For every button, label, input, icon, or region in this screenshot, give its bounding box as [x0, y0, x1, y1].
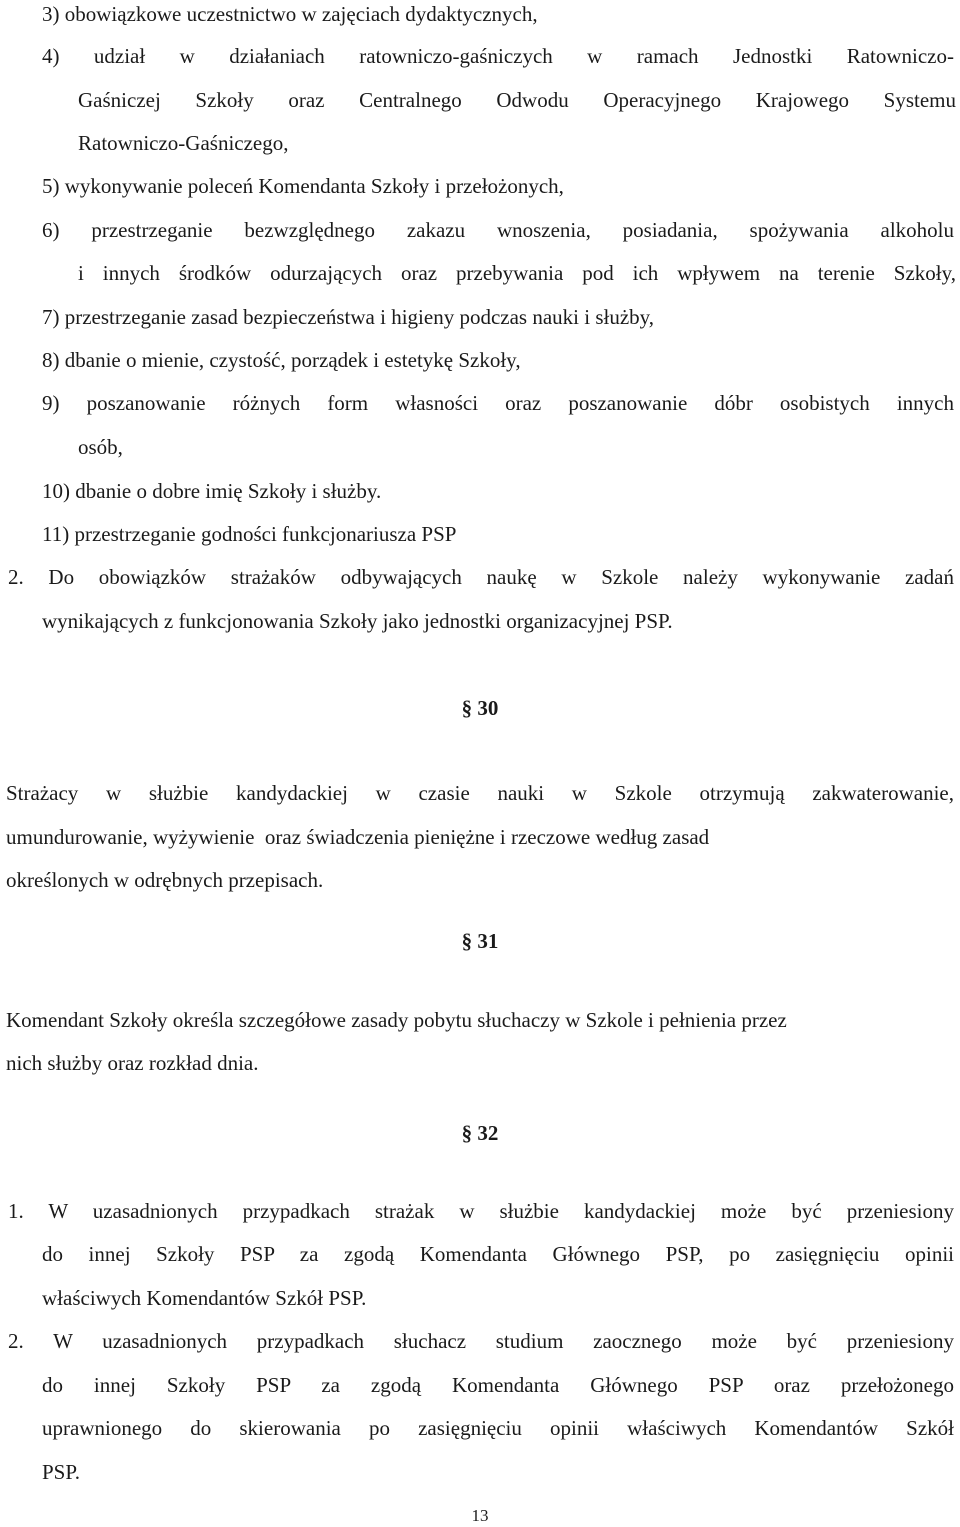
list-item-3: 3) obowiązkowe uczestnictwo w zajęciach dydaktycznych,: [42, 2, 538, 26]
list-item-8: 8) dbanie o mienie, czystość, porządek i estetykę Szkoły,: [42, 348, 521, 372]
section-32-point-1-line-3: właściwych Komendantów Szkół PSP.: [42, 1286, 367, 1310]
section-32-point-1-line-1: 1. W uzasadnionych przypadkach strażak w służbie kandydackiej może być przeniesiony: [8, 1199, 954, 1223]
section-32-point-2-line-3: uprawnionego do skierowania po zasięgnięciu opinii właściwych Komendantów Szkół: [42, 1416, 954, 1440]
point-2-line-1: 2. Do obowiązków strażaków odbywających naukę w Szkole należy wykonywanie zadań: [8, 565, 954, 589]
list-item-10: 10) dbanie o dobre imię Szkoły i służby.: [42, 479, 382, 503]
section-30-heading: § 30: [461, 696, 499, 720]
list-item-9-line-2: osób,: [78, 435, 123, 459]
section-30-line-1: Strażacy w służbie kandydackiej w czasie nauki w Szkole otrzymują zakwaterowanie,: [6, 781, 954, 805]
list-item-6-line-2: i innych środków odurzających oraz przebywania pod ich wpływem na terenie Szkoły,: [78, 261, 956, 285]
section-32-point-2-line-2: do innej Szkoły PSP za zgodą Komendanta Głównego PSP oraz przełożonego: [42, 1373, 954, 1397]
list-item-4-line-2: Gaśniczej Szkoły oraz Centralnego Odwodu Operacyjnego Krajowego Systemu: [78, 88, 956, 112]
list-item-4-line-1: 4) udział w działaniach ratowniczo-gaśniczych w ramach Jednostki Ratowniczo-: [42, 44, 954, 68]
section-32-point-2-line-1: 2. W uzasadnionych przypadkach słuchacz studium zaocznego może być przeniesiony: [8, 1329, 954, 1353]
section-32-heading: § 32: [461, 1121, 499, 1145]
list-item-4-line-3: Ratowniczo-Gaśniczego,: [78, 131, 289, 155]
section-31-heading: § 31: [461, 929, 499, 953]
section-30-line-3: określonych w odrębnych przepisach.: [6, 868, 324, 892]
list-item-6-line-1: 6) przestrzeganie bezwzględnego zakazu wnoszenia, posiadania, spożywania alkoholu: [42, 218, 954, 242]
section-31-line-2: nich służby oraz rozkład dnia.: [6, 1051, 259, 1075]
list-item-7: 7) przestrzeganie zasad bezpieczeństwa i higieny podczas nauki i służby,: [42, 305, 655, 329]
section-32-point-1-line-2: do innej Szkoły PSP za zgodą Komendanta Głównego PSP, po zasięgnięciu opinii: [42, 1242, 954, 1266]
list-item-9-line-1: 9) poszanowanie różnych form własności oraz poszanowanie dóbr osobistych innych: [42, 391, 954, 415]
section-31-line-1: Komendant Szkoły określa szczegółowe zasady pobytu słuchaczy w Szkole i pełnienia przez: [6, 1008, 787, 1032]
list-item-5: 5) wykonywanie poleceń Komendanta Szkoły i przełożonych,: [42, 174, 564, 198]
list-item-11: 11) przestrzeganie godności funkcjonariusza PSP: [42, 522, 457, 546]
point-2-line-2: wynikających z funkcjonowania Szkoły jako jednostki organizacyjnej PSP.: [42, 609, 673, 633]
page-number: 13: [471, 1506, 489, 1525]
section-32-point-2-line-4: PSP.: [42, 1460, 80, 1484]
section-30-line-2: umundurowanie, wyżywienie oraz świadczenia pieniężne i rzeczowe według zasad: [6, 825, 710, 849]
